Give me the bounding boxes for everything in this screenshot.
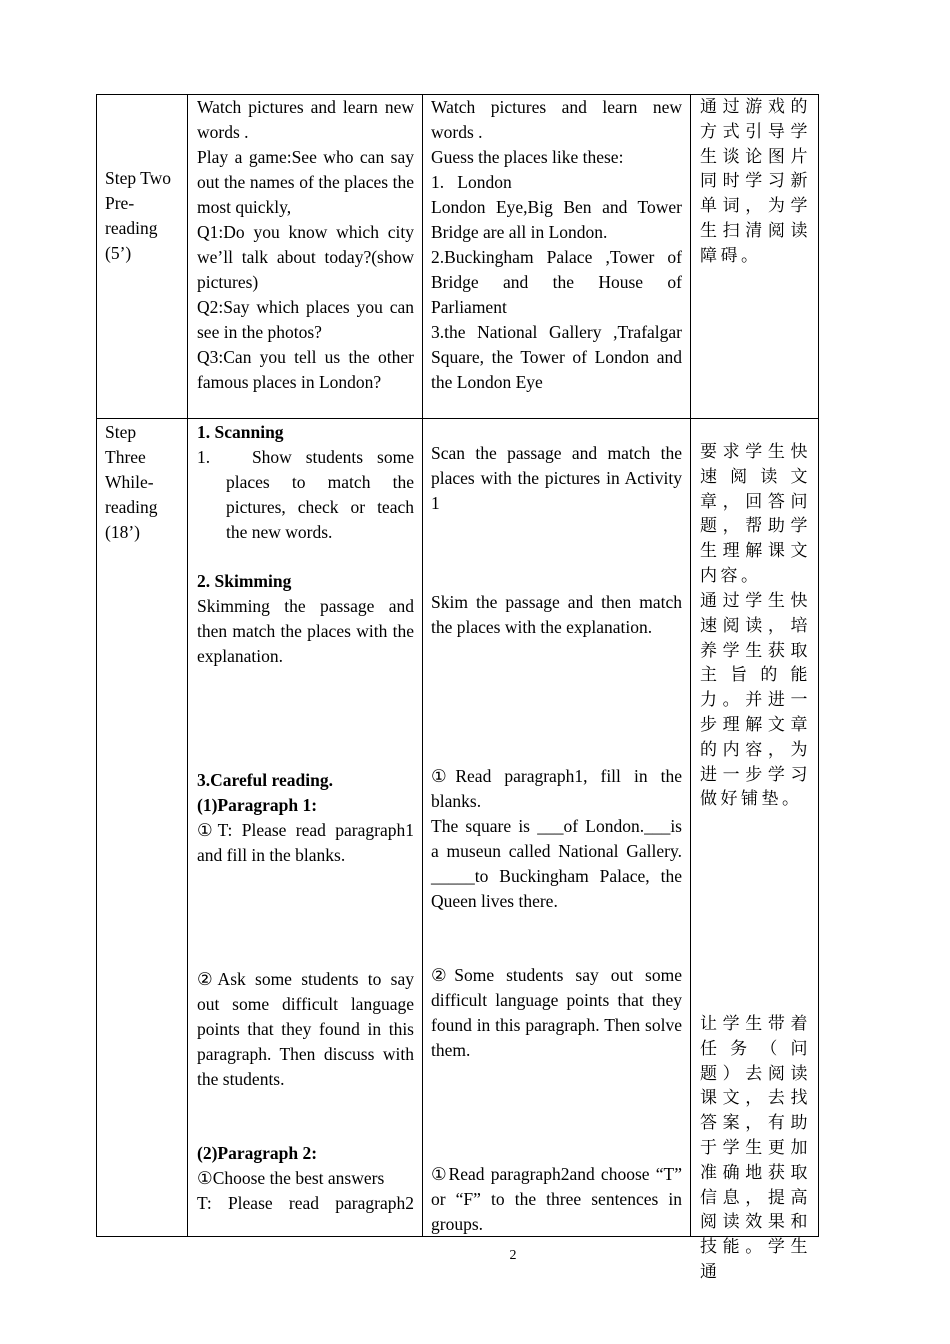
skim-activity: Skim the passage and then match the places with the explanation. (431, 592, 682, 637)
column-divider-1 (187, 94, 188, 1237)
student-line: 3.the National Gallery ,Trafalgar Square, the Tower of London and the London Eye (431, 322, 682, 392)
paragraph2-heading: (2)Paragraph 2: (197, 1143, 318, 1163)
column-divider-3 (690, 94, 691, 1237)
teacher-line: Q1:Do you know which city we’ll talk about today?(show pictures) (197, 222, 414, 292)
student-line: 1. London (431, 172, 512, 192)
teacher-line: Watch pictures and learn new words . (197, 97, 414, 142)
student-line: Watch pictures and learn new words . (431, 97, 682, 142)
careful-reading-heading: 3.Careful reading. (197, 770, 333, 790)
scan-activity: Scan the passage and match the places with the pictures in Activity 1 (431, 443, 682, 513)
student-activity-pre-reading (431, 95, 682, 395)
step-line: Step (105, 422, 137, 442)
paragraph1-heading: (1)Paragraph 1: (197, 795, 318, 815)
purpose-scanning: 要求学生快速阅读文章，回答问题，帮助学生理解课文内容。 (700, 442, 811, 586)
skimming-text: Skimming the passage and then match the places with the explanation. (197, 596, 414, 666)
design-purpose-pre-reading (700, 95, 811, 269)
teacher-line: Q2:Say which places you can see in the photos? (197, 297, 414, 342)
table-left-border (96, 94, 97, 1237)
language-points-activity: ②Some students say out some difficult language points that they found in this paragraph. Then solve them. (431, 965, 682, 1060)
read-paragraph1-activity (431, 764, 682, 914)
student-line: 2.Buckingham Palace ,Tower of Bridge and the House of Parliament (431, 247, 682, 317)
language-points-task: ②Ask some students to say out some difficult language points that they found in this paragraph. Then discuss with the students. (197, 969, 414, 1089)
purpose-skimming: 通过学生快速阅读，培养学生获取主旨的能力。并进一步理解文章的内容，为进一步学习做好铺垫。 (700, 591, 811, 810)
step-line: Step Two (105, 168, 172, 188)
paragraph2-instruction: T: Please read paragraph2 (197, 1193, 414, 1213)
read-paragraph2-activity: ①Read paragraph2and choose “T” or “F” to the three sentences in groups. (431, 1164, 682, 1234)
step-cell-pre-reading (105, 166, 185, 266)
step-line: Pre- (105, 193, 135, 213)
scanning-heading: 1. Scanning (197, 422, 284, 442)
step-line: (5’) (105, 243, 132, 263)
student-line: Guess the places like these: (431, 147, 624, 167)
teacher-line: Q3:Can you tell us the other famous places in London? (197, 347, 414, 392)
table-right-border (818, 94, 819, 1237)
step-line: (18’) (105, 522, 140, 542)
skimming-heading: 2. Skimming (197, 571, 292, 591)
fill-blank-text: The square is ___of London.___is a museun called National Gallery. _____to Buckingham Palace, the Queen lives there. (431, 816, 682, 911)
row-divider (96, 418, 819, 419)
step-line: While- (105, 472, 154, 492)
teacher-activity-pre-reading (197, 95, 414, 395)
page-number: 2 (509, 1248, 517, 1263)
paragraph1-task: ①T: Please read paragraph1 and fill in the blanks. (197, 820, 414, 865)
step-line: reading (105, 497, 158, 517)
purpose-text: 通过游戏的方式引导学生谈论图片同时学习新单词，为学生扫清阅读障碍。 (700, 97, 811, 266)
column-divider-2 (422, 94, 423, 1237)
step-cell-while-reading (105, 420, 185, 545)
read-paragraph1-instruction: ①Read paragraph1, fill in the blanks. (431, 766, 682, 811)
purpose-careful-reading: 让学生带着任务（问题）去阅读课文，去找答案，有助于学生更加准确地获取信息，提高阅读效果和技能。学生通 (700, 1014, 811, 1282)
student-line: London Eye,Big Ben and Tower Bridge are all in London. (431, 197, 682, 242)
scanning-item: 1. Show students some places to match the pictures, check or teach the new words. (197, 447, 419, 542)
paragraph2-task: ①Choose the best answers (197, 1168, 385, 1188)
step-line: reading (105, 218, 158, 238)
step-line: Three (105, 447, 146, 467)
teacher-line: Play a game:See who can say out the names of the places the most quickly, (197, 147, 414, 217)
